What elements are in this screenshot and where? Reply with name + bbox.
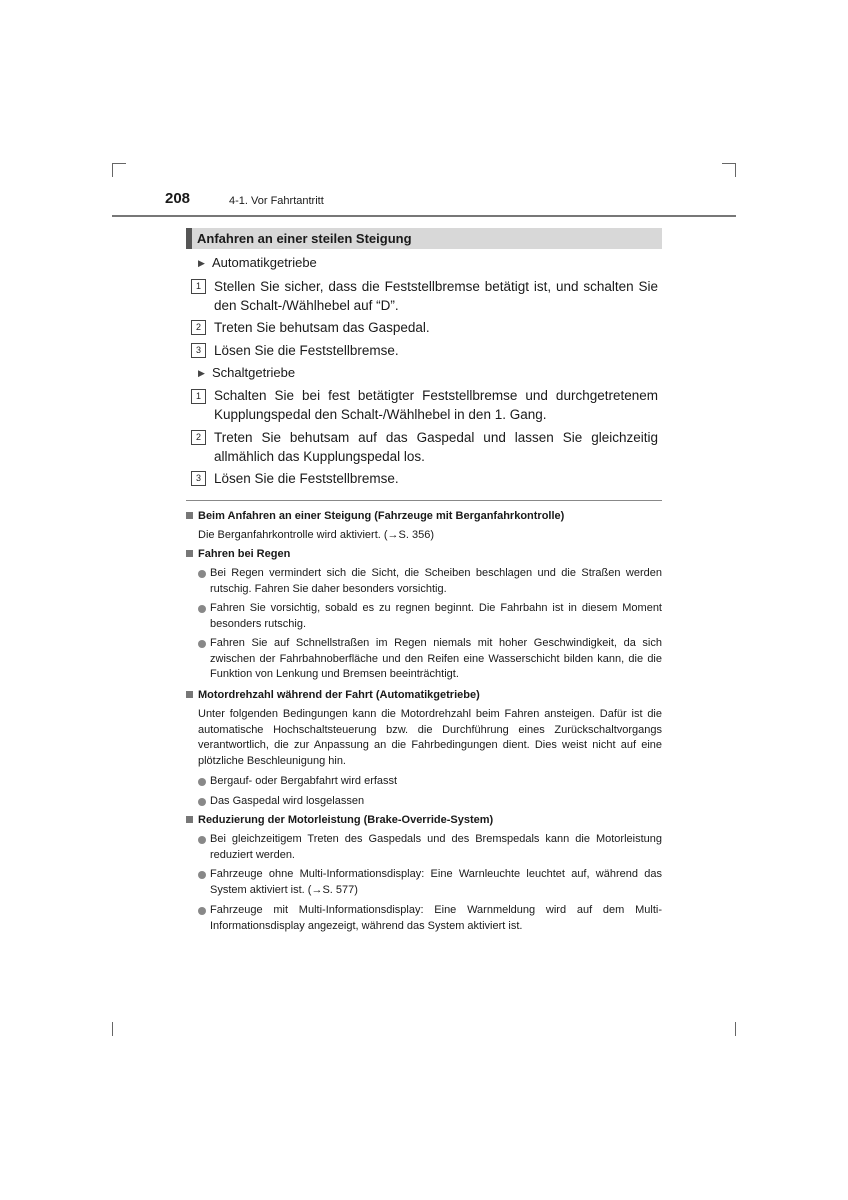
step-text: Lösen Sie die Feststellbremse.	[214, 343, 399, 358]
notes-divider	[186, 500, 662, 501]
crop-mark-top-left-h	[112, 163, 126, 164]
step-text: Treten Sie behutsam auf das Gaspedal und lassen Sie gleichzeitig allmählich das Kupplungspedal los.	[214, 430, 658, 464]
triangle-icon: ▶	[198, 258, 205, 268]
note-heading-rpm-text: Motordrehzahl während der Fahrt (Automatikgetriebe)	[198, 689, 480, 701]
step-text: Lösen Sie die Feststellbremse.	[214, 471, 399, 486]
square-bullet-icon	[186, 550, 193, 557]
note-rpm-bullet: Bergauf- oder Bergabfahrt wird erfasst	[210, 775, 398, 787]
note-heading-brake-text: Reduzierung der Motorleistung (Brake-Override-System)	[198, 814, 494, 826]
subheading-manual-label: Schaltgetriebe	[212, 365, 296, 380]
crop-mark-top-right-h	[722, 163, 736, 164]
square-bullet-icon	[186, 816, 193, 823]
step-text: Stellen Sie sicher, dass die Feststellbremse betätigt ist, und schalten Sie den Schalt-/Wählhebel auf “D”.	[214, 279, 658, 313]
square-bullet-icon	[186, 512, 193, 519]
crop-mark-bottom-right	[735, 1022, 736, 1036]
section-title-bar	[186, 228, 662, 249]
section-breadcrumb: 4-1. Vor Fahrtantritt	[229, 195, 324, 207]
crop-mark-top-right-v	[735, 163, 736, 177]
bullet-dot-icon	[198, 871, 206, 879]
note-heading-hill	[186, 510, 564, 522]
note-rpm-text: Unter folgenden Bedingungen kann die Motordrehzahl beim Fahren ansteigen. Dafür ist die automatische Hochschaltsteuerung bzw. die Durchführung eines Zurückschaltvorgangs verantwortlich, die zur Anpassung an die Fahrbedingungen dient. Dies weist nicht auf eine plötzliche Beschleunigung hin.	[198, 708, 662, 767]
note-brake-bullet: Fahrzeuge mit Multi-Informationsdisplay: Eine Warnmeldung wird auf dem Multi-Informationsdisplay angezeigt, während das System aktiviert ist.	[210, 904, 662, 932]
step-text: Treten Sie behutsam das Gaspedal.	[214, 320, 430, 335]
step-number-box: 2	[191, 430, 206, 445]
step-number-box: 1	[191, 389, 206, 404]
crop-mark-bottom-left	[112, 1022, 113, 1036]
step-number-box: 1	[191, 279, 206, 294]
bullet-dot-icon	[198, 570, 206, 578]
note-rain-bullet: Fahren Sie auf Schnellstraßen im Regen niemals mit hoher Geschwindigkeit, da sich zwischen der Fahrbahnoberfläche und den Reifen eine Wasserschicht bilden kann, die die Funktion von Lenkung und Bremsen beeinträchtigt.	[210, 637, 662, 680]
note-heading-rpm	[186, 689, 480, 701]
note-rain-bullet: Bei Regen vermindert sich die Sicht, die Scheiben beschlagen und die Straßen werden rutschig. Fahren Sie daher besonders vorsichtig.	[210, 567, 662, 595]
note-heading-brake	[186, 814, 493, 826]
note-heading-rain	[186, 548, 290, 560]
subheading-automatic	[198, 255, 317, 270]
bullet-dot-icon	[198, 836, 206, 844]
bullet-dot-icon	[198, 907, 206, 915]
note-rain-bullet: Fahren Sie vorsichtig, sobald es zu regnen beginnt. Die Fahrbahn ist in diesem Moment besonders rutschig.	[210, 602, 662, 630]
note-brake-bullet: Fahrzeuge ohne Multi-Informationsdisplay: Eine Warnleuchte leuchtet auf, während das System aktiviert ist. (→S. 577)	[210, 868, 662, 896]
crop-mark-top-left-v	[112, 163, 113, 177]
subheading-automatic-label: Automatikgetriebe	[212, 255, 317, 270]
step-number-box: 2	[191, 320, 206, 335]
note-rpm-bullet: Das Gaspedal wird losgelassen	[210, 795, 365, 807]
section-title-accent	[186, 228, 192, 249]
step-number-box: 3	[191, 343, 206, 358]
bullet-dot-icon	[198, 798, 206, 806]
note-brake-bullet: Bei gleichzeitigem Treten des Gaspedals und des Bremspedals kann die Motorleistung reduziert werden.	[210, 833, 662, 861]
step-number-box: 3	[191, 471, 206, 486]
note-heading-hill-text: Beim Anfahren an einer Steigung (Fahrzeuge mit Berganfahrkontrolle)	[198, 510, 565, 522]
note-hill-text: Die Berganfahrkontrolle wird aktiviert. (→S. 356)	[198, 529, 434, 541]
subheading-manual	[198, 365, 295, 380]
square-bullet-icon	[186, 691, 193, 698]
header-rule	[112, 215, 736, 217]
section-title: Anfahren an einer steilen Steigung	[197, 231, 412, 246]
step-text: Schalten Sie bei fest betätigter Feststellbremse und durchgetretenem Kupplungspedal den Schalt-/Wählhebel in den 1. Gang.	[214, 388, 658, 422]
triangle-icon: ▶	[198, 368, 205, 378]
bullet-dot-icon	[198, 640, 206, 648]
bullet-dot-icon	[198, 778, 206, 786]
page-number: 208	[165, 190, 191, 207]
note-heading-rain-text: Fahren bei Regen	[198, 548, 291, 560]
bullet-dot-icon	[198, 605, 206, 613]
